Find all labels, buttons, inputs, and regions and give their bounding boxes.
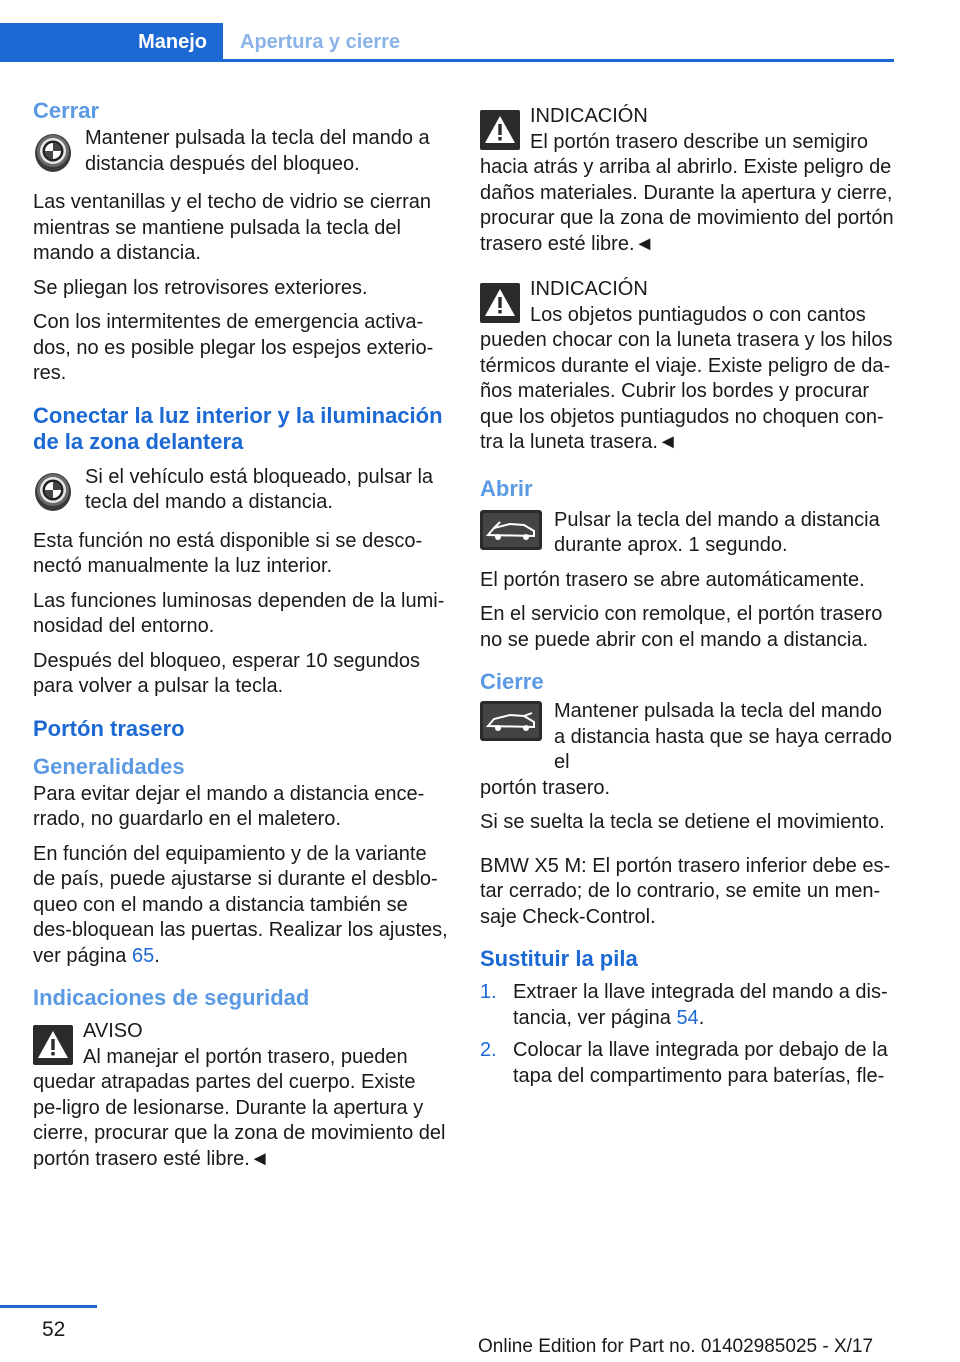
- luz-p3: Después del bloqueo, esperar 10 segundos para volver a pulsar la tecla.: [33, 649, 420, 697]
- footer-divider: [0, 1305, 97, 1308]
- luz-icon-text: Si el vehículo está bloqueado, pulsar la tecla del mando a distancia.: [85, 465, 434, 513]
- cierre-icon-text: Mantener pulsada la tecla del mando a distancia hasta que se haya cerrado el: [554, 700, 892, 773]
- cierre-icon-text-cont: portón trasero.: [480, 776, 611, 799]
- warning-triangle-icon: [480, 110, 520, 150]
- cerrar-p1: Las ventanillas y el techo de vidrio se cierran mientras se mantiene pulsada la tecla del mando a distancia.: [33, 191, 431, 264]
- cerrar-p2: Se pliegan los retrovisores exteriores.: [33, 276, 368, 299]
- cerrar-icon-text: Mantener pulsada la tecla del mando a distancia después del bloqueo.: [85, 127, 430, 175]
- cierre-p1: Si se suelta la tecla se detiene el movimiento.: [480, 811, 885, 833]
- step-number: 1.: [480, 981, 497, 1003]
- tailgate-button-icon: [480, 701, 542, 741]
- note-indicacion-2: [480, 277, 896, 456]
- porton-p1: Para evitar dejar el mando a distancia ence-rrado, no guardarlo en el maletero.: [33, 782, 425, 830]
- heading-abrir: Abrir: [480, 475, 533, 501]
- luz-p1: Esta función no está disponible si se desco-nectó manualmente la luz interior.: [33, 529, 423, 577]
- step-text: Colocar la llave integrada por debajo de la tapa del compartimento para baterías, fle-: [513, 1039, 888, 1087]
- page-link-65[interactable]: 65: [131, 944, 155, 967]
- warning-first-line: Al manejar el portón trasero, pueden: [83, 1045, 408, 1068]
- note-text: hacia atrás y arriba al abrirlo. Existe peligro de daños materiales. Durante la apertura y cierre, procurar que la zona de movimiento del portón trasero esté libre.◄: [480, 156, 894, 255]
- battery-steps-list: [480, 980, 896, 1089]
- note-indicacion-1: [480, 104, 896, 257]
- bmw-key-icon: [33, 128, 73, 174]
- edition-note: Online Edition for Part no. 01402985025 - X/17: [478, 1336, 874, 1357]
- header-divider: [0, 59, 894, 62]
- abrir-icon-text: Pulsar la tecla del mando a distancia durante aprox. 1 segundo.: [554, 508, 880, 556]
- step-text: Extraer la llave integrada del mando a dis-tancia, ver página: [513, 981, 888, 1029]
- note-first-line: El portón trasero describe un semigiro: [530, 130, 868, 153]
- warning-aviso: [33, 1019, 449, 1172]
- cierre-p2: BMW X5 M: El portón trasero inferior debe es-tar cerrado; de lo contrario, se emite un men-saje Check-Control.: [480, 854, 891, 928]
- abrir-p2: En el servicio con remolque, el portón trasero no se puede abrir con el mando a distancia.: [480, 603, 883, 651]
- heading-cierre: Cierre: [480, 669, 544, 694]
- page-header: [0, 0, 894, 62]
- icon-paragraph-luz: [33, 465, 449, 520]
- list-item: [480, 1038, 896, 1089]
- bmw-key-icon: [33, 467, 73, 513]
- note-first-line: Los objetos puntiagudos o con cantos: [530, 303, 866, 326]
- note-text: pueden chocar con la luneta trasera y los hilos térmicos durante el viaje. Existe peligro de da-ños materiales. Cubrir los bordes y procurar que los objetos puntiagudos no choquen con-tra la luneta trasera.◄: [480, 329, 893, 453]
- cerrar-p3: Con los intermitentes de emergencia activa-dos, no es posible plegar los espejos exterio-res.: [33, 311, 434, 384]
- icon-paragraph-cerrar: [33, 126, 449, 181]
- tab-apertura-y-cierre[interactable]: Apertura y cierre: [240, 31, 401, 53]
- heading-porton-trasero: Portón trasero: [33, 715, 185, 741]
- page-number: 52: [42, 1318, 66, 1341]
- page-link-54[interactable]: 54: [676, 1006, 699, 1029]
- step-number: 2.: [480, 1039, 497, 1061]
- abrir-p1: El portón trasero se abre automáticamente.: [480, 568, 865, 591]
- tab-manejo[interactable]: Manejo: [0, 23, 223, 62]
- heading-indicaciones-seguridad: Indicaciones de seguridad: [33, 985, 310, 1010]
- note-label: INDICACIÓN: [530, 278, 648, 300]
- heading-cerrar: Cerrar: [33, 98, 100, 123]
- luz-p2: Las funciones luminosas dependen de la lumi-nosidad del entorno.: [33, 589, 445, 637]
- warning-label: AVISO: [83, 1020, 143, 1042]
- warning-triangle-icon: [480, 283, 520, 323]
- porton-p2: [33, 842, 449, 970]
- list-item: [480, 980, 896, 1031]
- right-column: [480, 104, 896, 1096]
- warning-triangle-icon: [33, 1025, 73, 1065]
- heading-luz-interior: Conectar la luz interior y la iluminación de la zona delantera: [33, 402, 443, 454]
- tailgate-button-icon: [480, 510, 542, 550]
- note-label: INDICACIÓN: [530, 105, 648, 127]
- heading-generalidades: Generalidades: [33, 753, 185, 779]
- heading-sustituir-pila: Sustituir la pila: [480, 946, 638, 971]
- left-column: [33, 98, 449, 1182]
- porton-p2-end: .: [154, 944, 160, 967]
- step-text-end: .: [698, 1006, 705, 1029]
- icon-paragraph-abrir: [480, 508, 896, 559]
- icon-paragraph-cierre: [480, 699, 896, 776]
- porton-p2-text: En función del equipamiento y de la variante de país, puede ajustarse si durante el desblo-queo con el mando a distancia también se des-bloquean las puertas. Realizar los ajustes, ver página: [33, 842, 448, 967]
- warning-text: quedar atrapadas partes del cuerpo. Existe pe-ligro de lesionarse. Durante la apertura y cierre, procurar que la zona de movimiento del portón trasero esté libre.◄: [33, 1071, 446, 1170]
